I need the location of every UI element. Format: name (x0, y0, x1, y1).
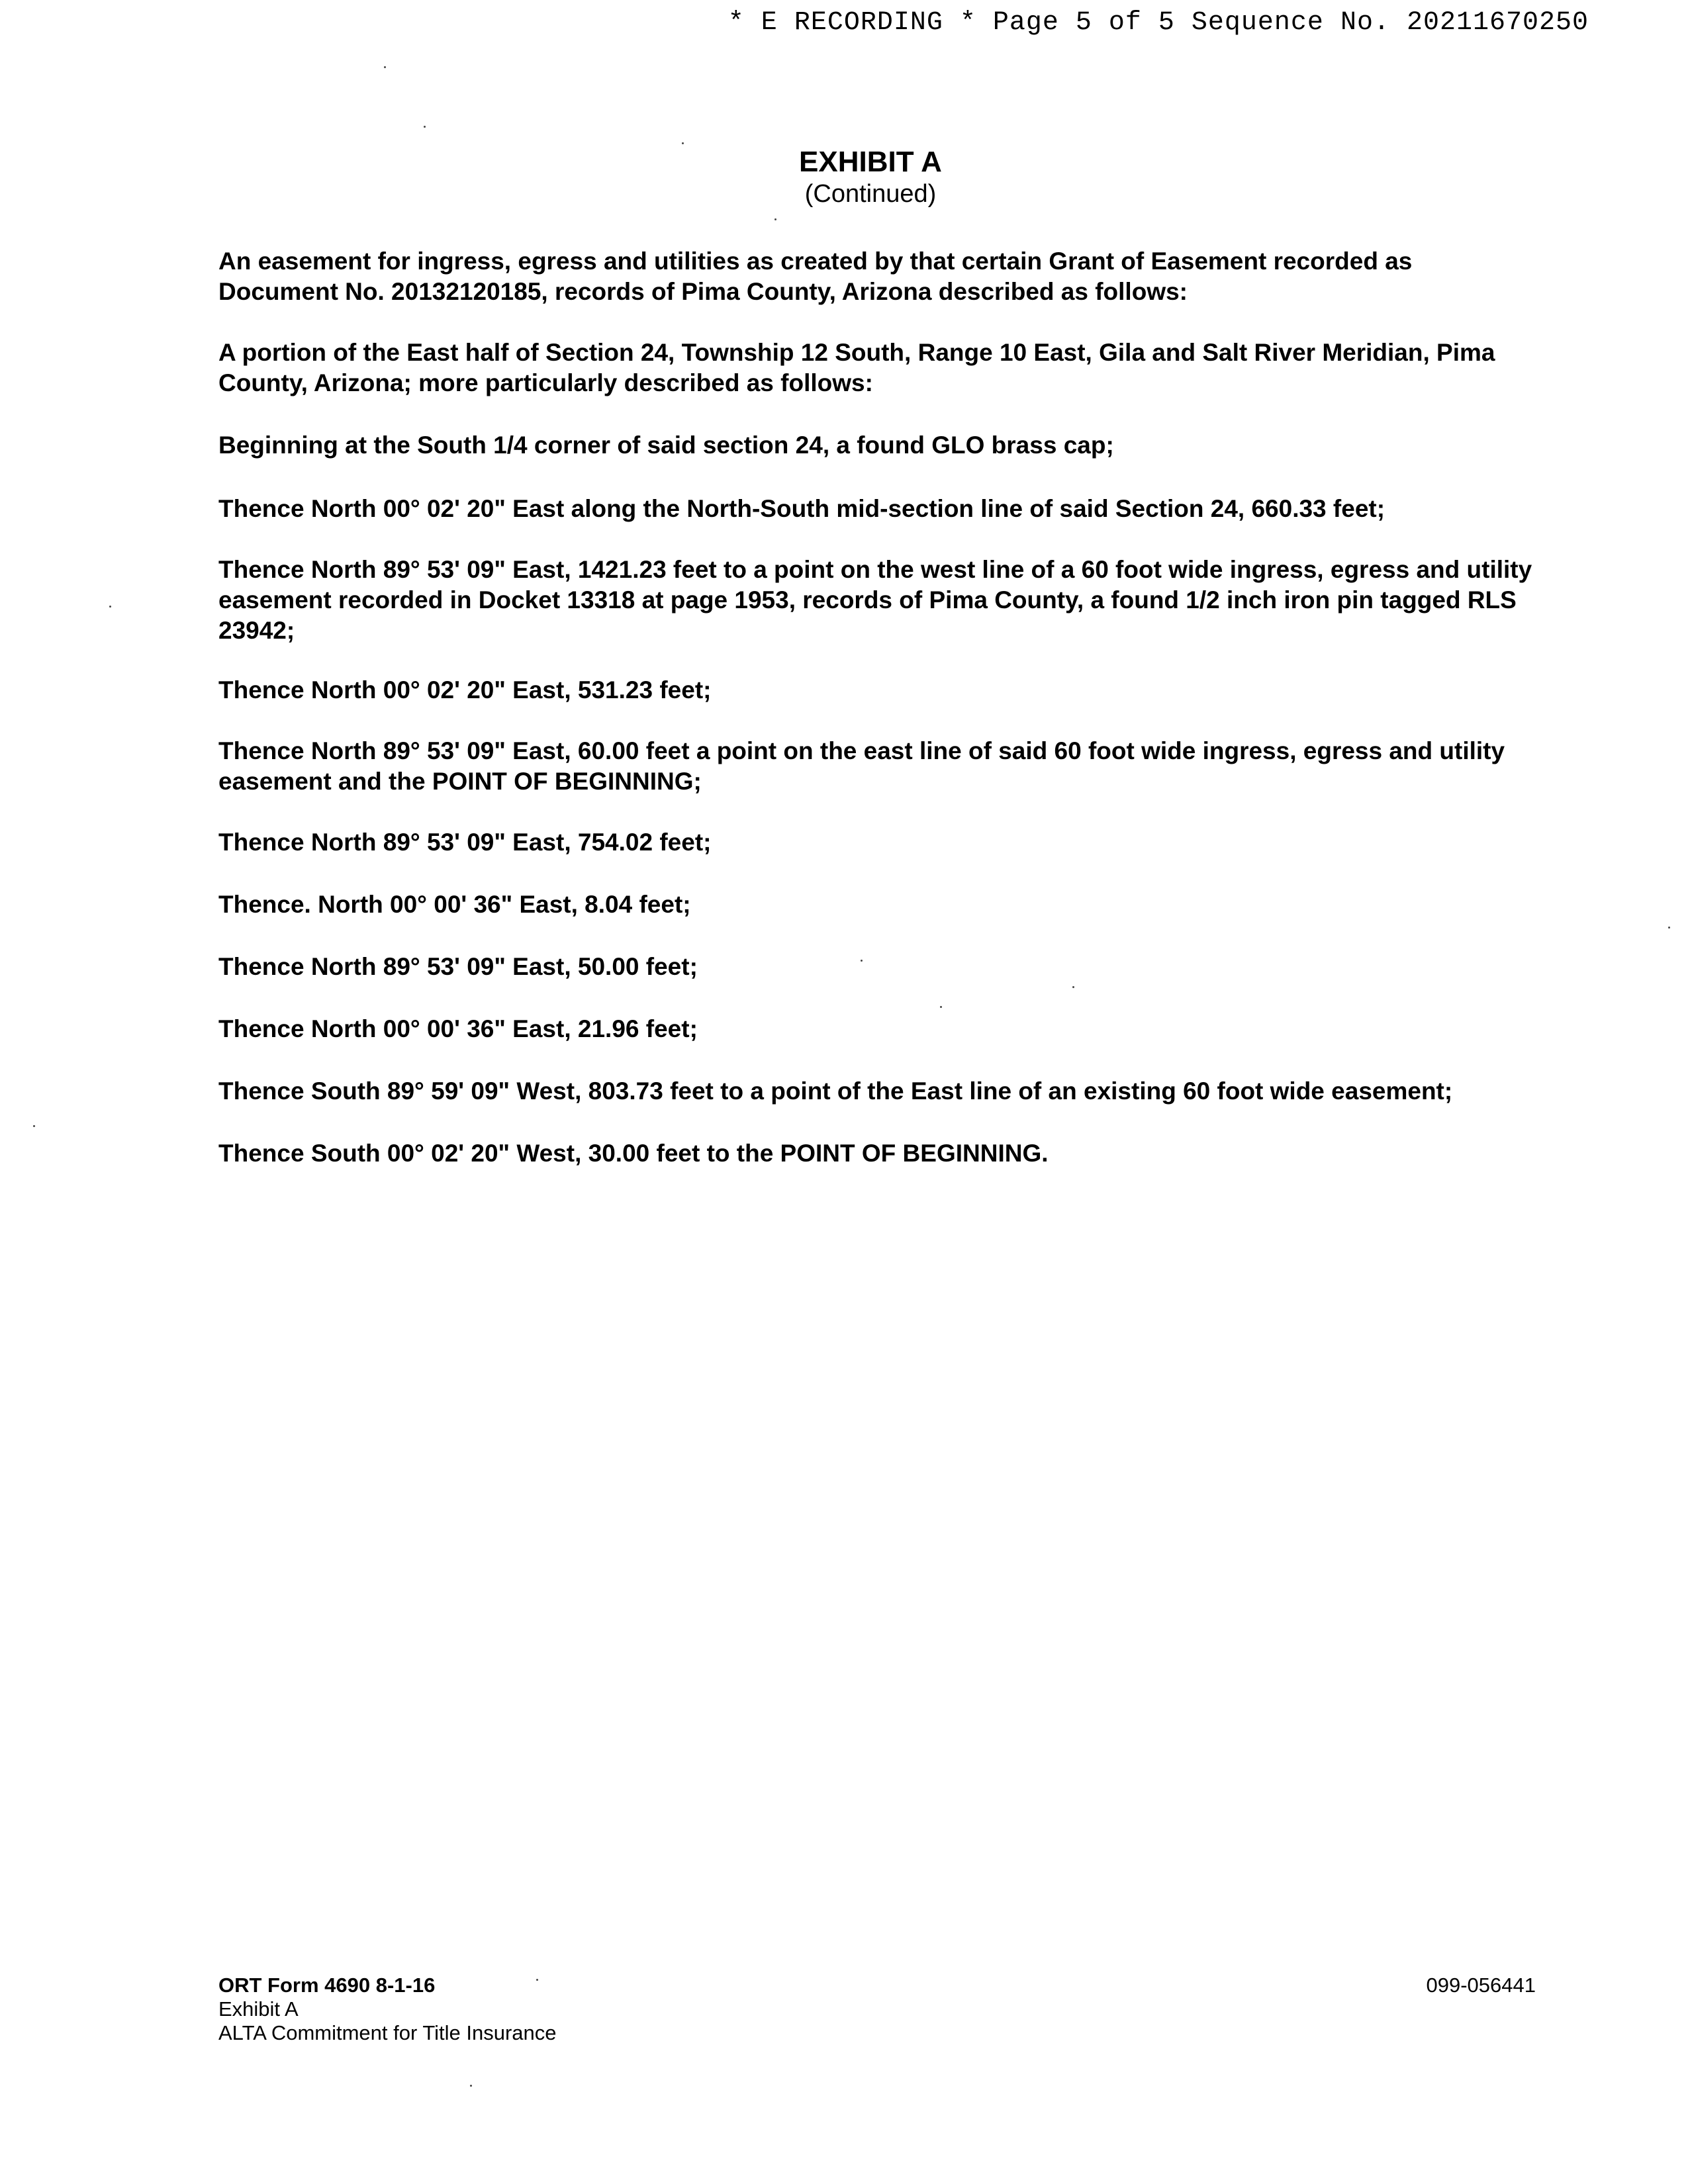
scan-speck (1072, 986, 1074, 988)
exhibit-label: Exhibit A (218, 1997, 299, 2021)
paragraph-course-10: Thence South 00° 02' 20" West, 30.00 feet to the POINT OF BEGINNING. (218, 1140, 1049, 1167)
commitment-label: ALTA Commitment for Title Insurance (218, 2021, 557, 2044)
paragraph-course-3: Thence North 00° 02' 20" East, 531.23 feet; (218, 676, 712, 704)
exhibit-title: EXHIBIT A (799, 146, 942, 178)
paragraph-beginning: Beginning at the South 1/4 corner of said section 24, a found GLO brass cap; (218, 432, 1114, 459)
paragraph-portion: A portion of the East half of Section 24, Township 12 South, Range 10 East, Gila and Salt River Meridian, Pima County, Arizona; more particularly described as follows: (218, 339, 1495, 396)
recording-header: * E RECORDING * Page 5 of 5 Sequence No. 20211670250 (727, 8, 1589, 38)
scan-speck (1668, 927, 1670, 929)
paragraph-course-9: Thence South 89° 59' 09" West, 803.73 feet to a point of the East line of an existing 60 foot wide easement; (218, 1077, 1453, 1105)
paragraph-easement-intro: An easement for ingress, egress and utilities as created by that certain Grant of Easement recorded as Document No. 20132120185, records of Pima County, Arizona described as follows: (218, 248, 1413, 305)
form-number: ORT Form 4690 8-1-16 (218, 1974, 436, 1997)
scan-speck (424, 126, 426, 128)
paragraph-course-8: Thence North 00° 00' 36" East, 21.96 feet; (218, 1015, 698, 1042)
file-number: 099-056441 (1426, 1974, 1536, 1997)
scan-speck (109, 606, 111, 608)
paragraph-course-6: Thence. North 00° 00' 36" East, 8.04 feet; (218, 891, 691, 918)
scan-speck (682, 142, 684, 144)
scan-speck (33, 1125, 35, 1127)
paragraph-course-2: Thence North 89° 53' 09" East, 1421.23 feet to a point on the west line of a 60 foot wide ingress, egress and utility easement recorded in Docket 13318 at page 1953, records of Pima County, a found 1/2 inch iron pin tagged RLS 23942; (218, 556, 1532, 644)
scan-speck (536, 1979, 538, 1981)
scan-speck (940, 1006, 942, 1008)
paragraph-course-4: Thence North 89° 53' 09" East, 60.00 feet a point on the east line of said 60 foot wide ingress, egress and utility easement and the POINT OF BEGINNING; (218, 737, 1505, 795)
paragraph-course-7: Thence North 89° 53' 09" East, 50.00 feet; (218, 953, 698, 980)
scan-speck (774, 218, 776, 220)
paragraph-course-5: Thence North 89° 53' 09" East, 754.02 feet; (218, 829, 712, 856)
scan-speck (861, 960, 863, 962)
scan-speck (470, 2085, 472, 2087)
exhibit-subtitle: (Continued) (804, 180, 937, 208)
footer-form-info (218, 1974, 557, 2045)
paragraph-course-1: Thence North 00° 02' 20" East along the North-South mid-section line of said Section 24, 660.33 feet; (218, 495, 1385, 522)
scan-speck (384, 66, 386, 68)
